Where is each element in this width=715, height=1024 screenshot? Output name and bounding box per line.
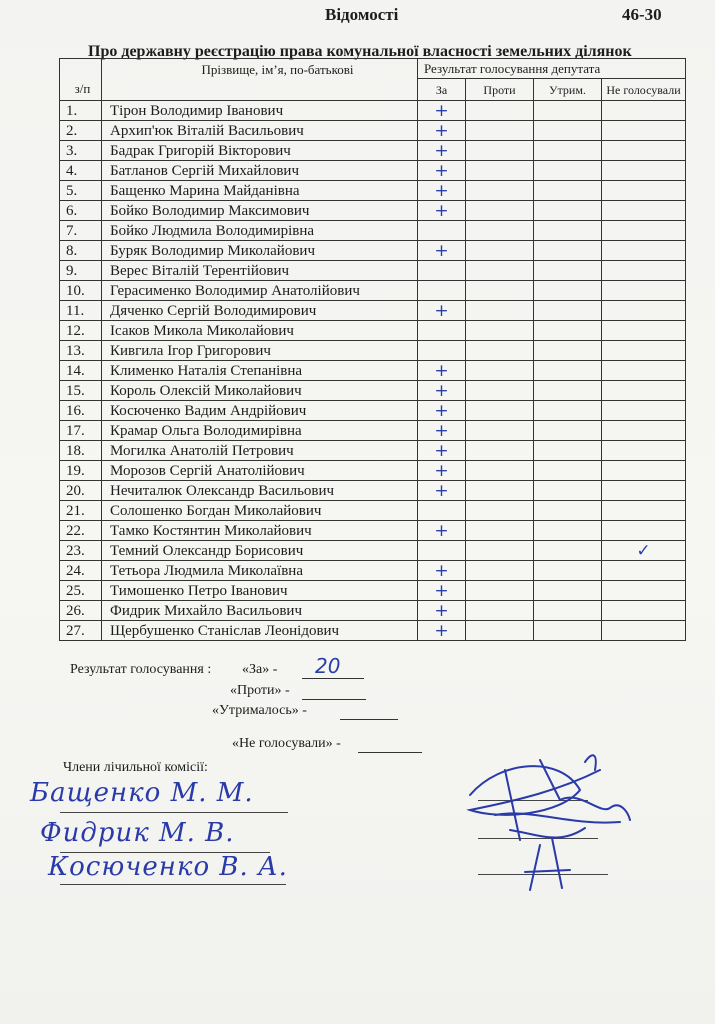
column-header-number: з/п	[60, 59, 102, 101]
deputy-name: Тетьора Людмила Миколаївна	[102, 561, 418, 581]
results-label: Результат голосування :	[70, 662, 212, 677]
deputy-name: Нечиталюк Олександр Васильович	[102, 481, 418, 501]
row-number: 19.	[60, 461, 102, 481]
deputy-name: Тамко Костянтин Миколайович	[102, 521, 418, 541]
vote-za-mark: +	[418, 581, 466, 601]
vote-za-mark: +	[418, 361, 466, 381]
vote-za-mark: +	[418, 481, 466, 501]
results-za-label: «За» -	[242, 662, 278, 677]
deputy-name: Крамар Ольга Володимирівна	[102, 421, 418, 441]
deputy-name: Верес Віталій Терентійович	[102, 261, 418, 281]
commission-member-signature-2: Фидрик М. В.	[40, 818, 235, 848]
row-number: 17.	[60, 421, 102, 441]
results-ne-label: «Не голосували» -	[232, 736, 341, 751]
vote-za-mark: +	[418, 441, 466, 461]
vote-za-mark: +	[418, 621, 466, 641]
vote-za-mark: +	[418, 381, 466, 401]
document-subtitle: Про державну реєстрацію права комунальної власності земельних ділянок	[88, 43, 632, 60]
row-number: 3.	[60, 141, 102, 161]
vote-za-mark: +	[418, 101, 466, 121]
deputy-name: Тимошенко Петро Іванович	[102, 581, 418, 601]
row-number: 25.	[60, 581, 102, 601]
row-number: 14.	[60, 361, 102, 381]
row-number: 16.	[60, 401, 102, 421]
row-number: 5.	[60, 181, 102, 201]
commission-member-signature-3: Косюченко В. А.	[48, 852, 288, 882]
vote-ne-mark: ✓	[602, 541, 686, 561]
deputy-name: Король Олексій Миколайович	[102, 381, 418, 401]
deputy-name: Могилка Анатолій Петрович	[102, 441, 418, 461]
row-number: 6.	[60, 201, 102, 221]
row-number: 13.	[60, 341, 102, 361]
row-number: 4.	[60, 161, 102, 181]
deputy-name: Солошенко Богдан Миколайович	[102, 501, 418, 521]
deputy-name: Темний Олександр Борисович	[102, 541, 418, 561]
deputy-name: Тірон Володимир Іванович	[102, 101, 418, 121]
row-number: 11.	[60, 301, 102, 321]
vote-za-mark: +	[418, 181, 466, 201]
row-number: 26.	[60, 601, 102, 621]
deputy-name: Щербушенко Станіслав Леонідович	[102, 621, 418, 641]
row-number: 15.	[60, 381, 102, 401]
deputy-name: Фидрик Михайло Васильович	[102, 601, 418, 621]
deputy-name: Кивгила Ігор Григорович	[102, 341, 418, 361]
row-number: 2.	[60, 121, 102, 141]
vote-za-mark: +	[418, 141, 466, 161]
row-number: 9.	[60, 261, 102, 281]
results-utrym-label: «Утрималось» -	[212, 703, 307, 718]
row-number: 18.	[60, 441, 102, 461]
vote-za-mark: +	[418, 121, 466, 141]
vote-za-mark: +	[418, 241, 466, 261]
row-number: 27.	[60, 621, 102, 641]
column-header-za: За	[418, 79, 466, 101]
deputy-name: Буряк Володимир Миколайович	[102, 241, 418, 261]
deputy-name: Дяченко Сергій Володимирович	[102, 301, 418, 321]
commission-member-signature-1: Бащенко М. М.	[30, 778, 254, 808]
column-header-ne: Не голосували	[602, 79, 686, 101]
vote-za-mark: +	[418, 561, 466, 581]
vote-za-mark: +	[418, 161, 466, 181]
row-number: 1.	[60, 101, 102, 121]
deputy-name: Клименко Наталія Степанівна	[102, 361, 418, 381]
deputy-name: Бойко Володимир Максимович	[102, 201, 418, 221]
row-number: 10.	[60, 281, 102, 301]
row-number: 22.	[60, 521, 102, 541]
vote-za-mark: +	[418, 401, 466, 421]
deputy-name: Архип'юк Віталій Васильович	[102, 121, 418, 141]
vote-za-mark: +	[418, 301, 466, 321]
row-number: 8.	[60, 241, 102, 261]
deputy-name: Косюченко Вадим Андрійович	[102, 401, 418, 421]
row-number: 7.	[60, 221, 102, 241]
row-number: 24.	[60, 561, 102, 581]
deputy-name: Бадрак Григорій Вікторович	[102, 141, 418, 161]
deputy-name: Батланов Сергій Михайлович	[102, 161, 418, 181]
deputy-name: Герасименко Володимир Анатолійович	[102, 281, 418, 301]
vote-za-mark: +	[418, 461, 466, 481]
vote-za-mark: +	[418, 601, 466, 621]
vote-za-mark: +	[418, 421, 466, 441]
document-title: Відомості	[325, 5, 399, 24]
row-number: 23.	[60, 541, 102, 561]
column-header-result: Результат голосування депутата	[418, 59, 686, 79]
deputy-name: Бащенко Марина Майданівна	[102, 181, 418, 201]
document-number: 46-30	[622, 5, 662, 24]
deputy-name: Ісаков Микола Миколайович	[102, 321, 418, 341]
column-header-proty: Проти	[466, 79, 534, 101]
results-proty-label: «Проти» -	[230, 683, 290, 698]
column-header-utrym: Утрим.	[534, 79, 602, 101]
column-header-name: Прізвище, ім’я, по-батькові	[102, 59, 418, 101]
deputy-name: Бойко Людмила Володимирівна	[102, 221, 418, 241]
results-za-value: 20	[315, 654, 341, 678]
vote-za-mark: +	[418, 201, 466, 221]
row-number: 20.	[60, 481, 102, 501]
deputy-name: Морозов Сергій Анатолійович	[102, 461, 418, 481]
vote-za-mark: +	[418, 521, 466, 541]
commission-label: Члени лічильної комісії:	[63, 760, 208, 775]
row-number: 12.	[60, 321, 102, 341]
row-number: 21.	[60, 501, 102, 521]
